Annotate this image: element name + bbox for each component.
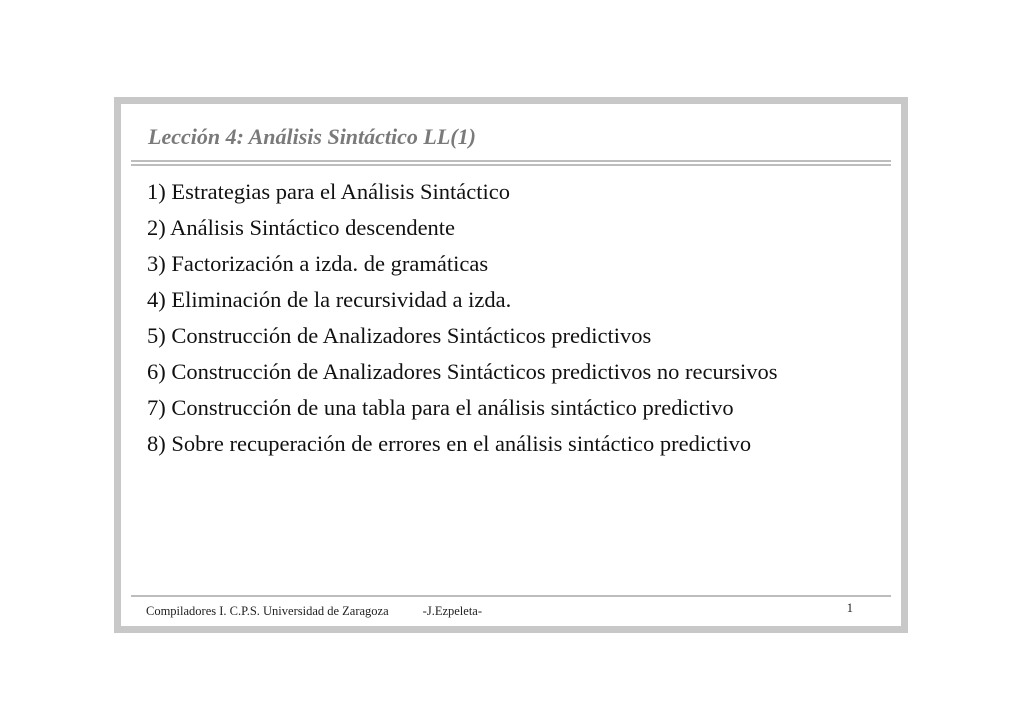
list-item: 1) Estrategias para el Análisis Sintáctico bbox=[147, 179, 511, 204]
list-item: 8) Sobre recuperación de errores en el análisis sintáctico predictivo bbox=[147, 431, 752, 456]
page-number: 1 bbox=[846, 601, 853, 615]
list-item: 5) Construcción de Analizadores Sintácticos predictivos bbox=[147, 323, 652, 348]
title-divider bbox=[131, 160, 891, 166]
footer-divider bbox=[131, 595, 891, 597]
list-item: 3) Factorización a izda. de gramáticas bbox=[147, 251, 489, 276]
list-item: 4) Eliminación de la recursividad a izda. bbox=[147, 287, 512, 312]
list-item: 2) Análisis Sintáctico descendente bbox=[147, 215, 456, 240]
topic-list bbox=[147, 180, 892, 468]
slide-title: Lección 4: Análisis Sintáctico LL(1) bbox=[148, 124, 476, 149]
footer-course: Compiladores I. C.P.S. Universidad de Zaragoza bbox=[146, 604, 389, 618]
list-item: 6) Construcción de Analizadores Sintácticos predictivos no recursivos bbox=[147, 359, 778, 384]
slide-frame bbox=[114, 97, 908, 633]
footer-author: -J.Ezpeleta- bbox=[422, 604, 483, 618]
footer-credits bbox=[146, 604, 482, 619]
list-item: 7) Construcción de una tabla para el análisis sintáctico predictivo bbox=[147, 395, 734, 420]
